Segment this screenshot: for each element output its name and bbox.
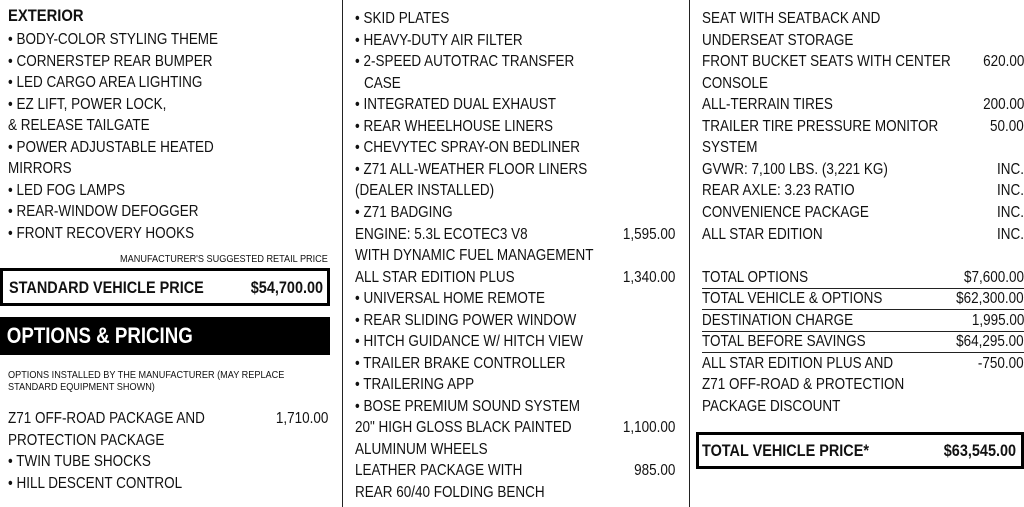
option-name: REAR 60/40 FOLDING BENCH <box>355 484 545 501</box>
list-item: • CHEVYTEC SPRAY-ON BEDLINER <box>355 139 581 156</box>
option-price: 620.00 <box>982 53 1024 70</box>
list-item: • Z71 BADGING <box>355 204 453 221</box>
option-name: CONSOLE <box>702 75 768 92</box>
options-note: STANDARD EQUIPMENT SHOWN) <box>8 381 155 393</box>
list-item: • BOSE PREMIUM SOUND SYSTEM <box>355 398 581 415</box>
option-price: 985.00 <box>633 462 675 479</box>
option-name: ENGINE: 5.3L ECOTEC3 V8 <box>355 226 528 243</box>
list-item: • SKID PLATES <box>355 10 450 27</box>
total-price-label: TOTAL VEHICLE PRICE* <box>702 441 870 460</box>
discount-value: -750.00 <box>978 355 1024 372</box>
option-price: 200.00 <box>982 96 1024 113</box>
list-item: CASE <box>364 75 401 92</box>
option-name: REAR AXLE: 3.23 RATIO <box>702 182 855 199</box>
options-banner-text: OPTIONS & PRICING <box>6 323 193 348</box>
total-label: DESTINATION CHARGE <box>702 312 854 329</box>
option-price: INC. <box>997 226 1024 243</box>
list-item: • LED FOG LAMPS <box>8 182 126 199</box>
list-item: • HITCH GUIDANCE W/ HITCH VIEW <box>355 333 583 350</box>
option-name: SYSTEM <box>702 139 758 156</box>
options-banner <box>0 317 330 355</box>
total-value: 1,995.00 <box>971 312 1024 329</box>
list-item: • REAR WHEELHOUSE LINERS <box>355 118 554 135</box>
column-divider <box>689 0 690 507</box>
total-value: $64,295.00 <box>956 333 1024 350</box>
option-name: TRAILER TIRE PRESSURE MONITOR <box>702 118 939 135</box>
option-name: ALUMINUM WHEELS <box>355 441 488 458</box>
option-price: INC. <box>997 161 1024 178</box>
standard-price-label: STANDARD VEHICLE PRICE <box>9 278 204 297</box>
option-price: 1,710.00 <box>275 410 328 427</box>
column-1 <box>0 0 338 507</box>
list-item: • REAR-WINDOW DEFOGGER <box>8 203 199 220</box>
option-name: GVWR: 7,100 LBS. (3,221 KG) <box>702 161 888 178</box>
option-name: CONVENIENCE PACKAGE <box>702 204 869 221</box>
option-name: ALL STAR EDITION PLUS <box>355 269 515 286</box>
option-name: PROTECTION PACKAGE <box>8 432 165 449</box>
list-item: • Z71 ALL-WEATHER FLOOR LINERS <box>355 161 588 178</box>
list-item: • HEAVY-DUTY AIR FILTER <box>355 32 523 49</box>
list-item: • TRAILERING APP <box>355 376 475 393</box>
option-name: ALL STAR EDITION <box>702 226 823 243</box>
total-price-value: $63,545.00 <box>943 441 1016 460</box>
option-name: LEATHER PACKAGE WITH <box>355 462 523 479</box>
list-item: • UNIVERSAL HOME REMOTE <box>355 290 546 307</box>
discount-label: PACKAGE DISCOUNT <box>702 398 841 415</box>
list-item: (DEALER INSTALLED) <box>355 182 495 199</box>
list-item: • BODY-COLOR STYLING THEME <box>8 31 219 48</box>
option-name: UNDERSEAT STORAGE <box>702 32 854 49</box>
total-label: TOTAL VEHICLE & OPTIONS <box>702 290 883 307</box>
discount-label: ALL STAR EDITION PLUS AND <box>702 355 894 372</box>
option-name: FRONT BUCKET SEATS WITH CENTER <box>702 53 951 70</box>
option-price: 1,100.00 <box>622 419 675 436</box>
list-item: • POWER ADJUSTABLE HEATED <box>8 139 214 156</box>
option-price: 50.00 <box>990 118 1024 135</box>
option-name: SEAT WITH SEATBACK AND <box>702 10 881 27</box>
column-3 <box>696 0 1024 507</box>
exterior-heading: EXTERIOR <box>8 6 84 25</box>
msrp-caption: MANUFACTURER'S SUGGESTED RETAIL PRICE <box>120 253 328 265</box>
standard-price-value: $54,700.00 <box>250 278 323 297</box>
list-item: • INTEGRATED DUAL EXHAUST <box>355 96 557 113</box>
list-item: & RELEASE TAILGATE <box>8 117 150 134</box>
option-price: 1,340.00 <box>622 269 675 286</box>
discount-label: Z71 OFF-ROAD & PROTECTION <box>702 376 905 393</box>
list-item: • 2-SPEED AUTOTRAC TRANSFER <box>355 53 575 70</box>
list-item: • FRONT RECOVERY HOOKS <box>8 225 195 242</box>
column-2 <box>346 0 680 507</box>
column-divider <box>342 0 343 507</box>
list-item: • LED CARGO AREA LIGHTING <box>8 74 203 91</box>
options-note: OPTIONS INSTALLED BY THE MANUFACTURER (MAY REPLACE <box>8 369 285 381</box>
total-label: TOTAL OPTIONS <box>702 269 809 286</box>
total-value: $62,300.00 <box>956 290 1024 307</box>
list-item: MIRRORS <box>8 160 72 177</box>
option-name: Z71 OFF-ROAD PACKAGE AND <box>8 410 205 427</box>
option-price: INC. <box>997 204 1024 221</box>
option-price: 1,595.00 <box>622 226 675 243</box>
list-item: • TRAILER BRAKE CONTROLLER <box>355 355 566 372</box>
list-item: • CORNERSTEP REAR BUMPER <box>8 53 213 70</box>
option-name: WITH DYNAMIC FUEL MANAGEMENT <box>355 247 594 264</box>
list-item: • TWIN TUBE SHOCKS <box>8 453 151 470</box>
option-name: ALL-TERRAIN TIRES <box>702 96 833 113</box>
list-item: • HILL DESCENT CONTROL <box>8 475 183 492</box>
total-label: TOTAL BEFORE SAVINGS <box>702 333 866 350</box>
list-item: • EZ LIFT, POWER LOCK, <box>8 96 167 113</box>
list-item: • REAR SLIDING POWER WINDOW <box>355 312 577 329</box>
option-price: INC. <box>997 182 1024 199</box>
total-value: $7,600.00 <box>963 269 1024 286</box>
option-name: 20" HIGH GLOSS BLACK PAINTED <box>355 419 572 436</box>
